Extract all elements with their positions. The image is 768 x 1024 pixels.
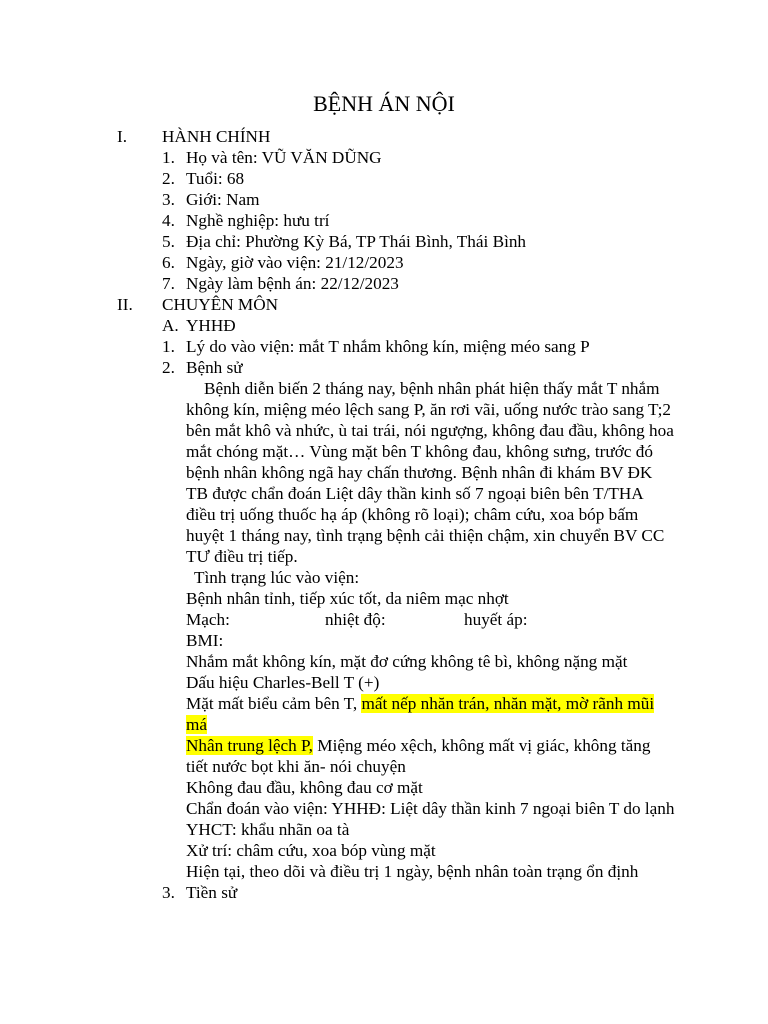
list-item: [0, 231, 768, 252]
current-status: Hiện tại, theo dõi và điều trị 1 ngày, bệnh nhân toàn trạng ổn định: [186, 862, 639, 881]
vitals-line: [186, 609, 768, 630]
face-finding-text: Mặt mất biểu cảm bên T,: [186, 694, 362, 713]
list-item: [0, 252, 768, 273]
list-item: [0, 189, 768, 210]
philtrum-finding: [186, 735, 676, 777]
section-2-heading: [0, 294, 768, 315]
section-numeral: I.: [117, 127, 128, 146]
list-text: Tiền sử: [186, 883, 238, 902]
admission-diagnosis: Chẩn đoán vào viện: YHHĐ: Liệt dây thần kinh 7 ngoại biên T do lạnh: [186, 799, 675, 818]
pulse-label: Mạch:: [186, 610, 230, 629]
list-item: [0, 336, 768, 357]
list-text: Ngày làm bệnh án: 22/12/2023: [186, 274, 399, 293]
philtrum-finding-text: Miệng méo xệch, không mất vị giác, không tăng tiết nước bọt khi ăn- nói chuyện: [186, 736, 651, 776]
list-number: 4.: [162, 211, 175, 230]
yhct-diagnosis: YHCT: khẩu nhãn oa tà: [186, 820, 350, 839]
subsection-mark: A.: [162, 316, 179, 335]
no-pain-line: Không đau đầu, không đau cơ mặt: [186, 778, 423, 797]
list-item: [0, 357, 768, 378]
document-title: BỆNH ÁN NỘI: [313, 91, 455, 116]
list-text: Ngày, giờ vào viện: 21/12/2023: [186, 253, 404, 272]
section-numeral: II.: [117, 295, 133, 314]
blood-pressure-label: huyết áp:: [464, 610, 528, 629]
list-item: [0, 882, 768, 903]
list-item: [0, 273, 768, 294]
highlighted-text: Nhân trung lệch P,: [186, 736, 313, 755]
list-number: 1.: [162, 337, 175, 356]
list-text: Nghề nghiệp: hưu trí: [186, 211, 330, 230]
section-heading: CHUYÊN MÔN: [162, 295, 279, 314]
list-number: 3.: [162, 883, 175, 902]
list-number: 6.: [162, 253, 175, 272]
list-text: Địa chỉ: Phường Kỳ Bá, TP Thái Bình, Thái Bình: [186, 232, 527, 251]
bmi-line: BMI:: [186, 631, 224, 650]
list-number: 2.: [162, 169, 175, 188]
list-number: 5.: [162, 232, 175, 251]
list-number: 1.: [162, 148, 175, 167]
list-text: Lý do vào viện: mắt T nhắm không kín, miệng méo sang P: [186, 337, 590, 356]
history-paragraph: Bệnh diễn biến 2 tháng nay, bệnh nhân phát hiện thấy mắt T nhắm không kín, miệng méo lệch sang P, ăn rơi vãi, uống nước trào sang T;2 bên mắt khô và nhức, ù tai trái, nói ngượng, không đau đầu, không hoa mắt chóng mặt… Vùng mặt bên T không đau, không sưng, trước đó bệnh nhân không ngã hay chấn thương. Bệnh nhân đi khám BV ĐK TB được chẩn đoán Liệt dây thần kinh số 7 ngoại biên bên T/THA điều trị uống thuốc hạ áp (không rõ loại); châm cứu, xoa bóp bấm huyệt 1 tháng nay, tình trạng bệnh cải thiện chậm, xin chuyển BV CC TƯ điều trị tiếp.: [186, 379, 674, 566]
treatment-line: Xử trí: châm cứu, xoa bóp vùng mặt: [186, 841, 436, 860]
list-text: Họ và tên: VŨ VĂN DŨNG: [186, 148, 382, 167]
list-number: 2.: [162, 358, 175, 377]
list-text: Giới: Nam: [186, 190, 260, 209]
list-item: [0, 147, 768, 168]
list-number: 7.: [162, 274, 175, 293]
face-finding: [186, 693, 676, 735]
subsection-text: YHHĐ: [186, 316, 236, 335]
list-text: Bệnh sử: [186, 358, 243, 377]
section-heading: HÀNH CHÍNH: [162, 127, 271, 146]
highlighted-text: mất nếp nhăn trán, nhăn mặt, mờ rãnh mũi má: [186, 694, 655, 734]
list-item: [0, 168, 768, 189]
charles-bell-sign: Dấu hiệu Charles-Bell T (+): [186, 673, 380, 692]
temperature-label: nhiệt độ:: [325, 610, 386, 629]
list-number: 3.: [162, 190, 175, 209]
consciousness-line: Bệnh nhân tỉnh, tiếp xúc tốt, da niêm mạc nhợt: [186, 589, 509, 608]
admission-status: Tình trạng lúc vào viện:: [194, 568, 360, 587]
list-text: Tuổi: 68: [186, 169, 245, 188]
eye-finding: Nhắm mắt không kín, mặt đơ cứng không tê bì, không nặng mặt: [186, 652, 628, 671]
section-1-heading: [0, 126, 768, 147]
list-item: [0, 210, 768, 231]
document-body: [0, 126, 768, 903]
subsection-a: [0, 315, 768, 336]
